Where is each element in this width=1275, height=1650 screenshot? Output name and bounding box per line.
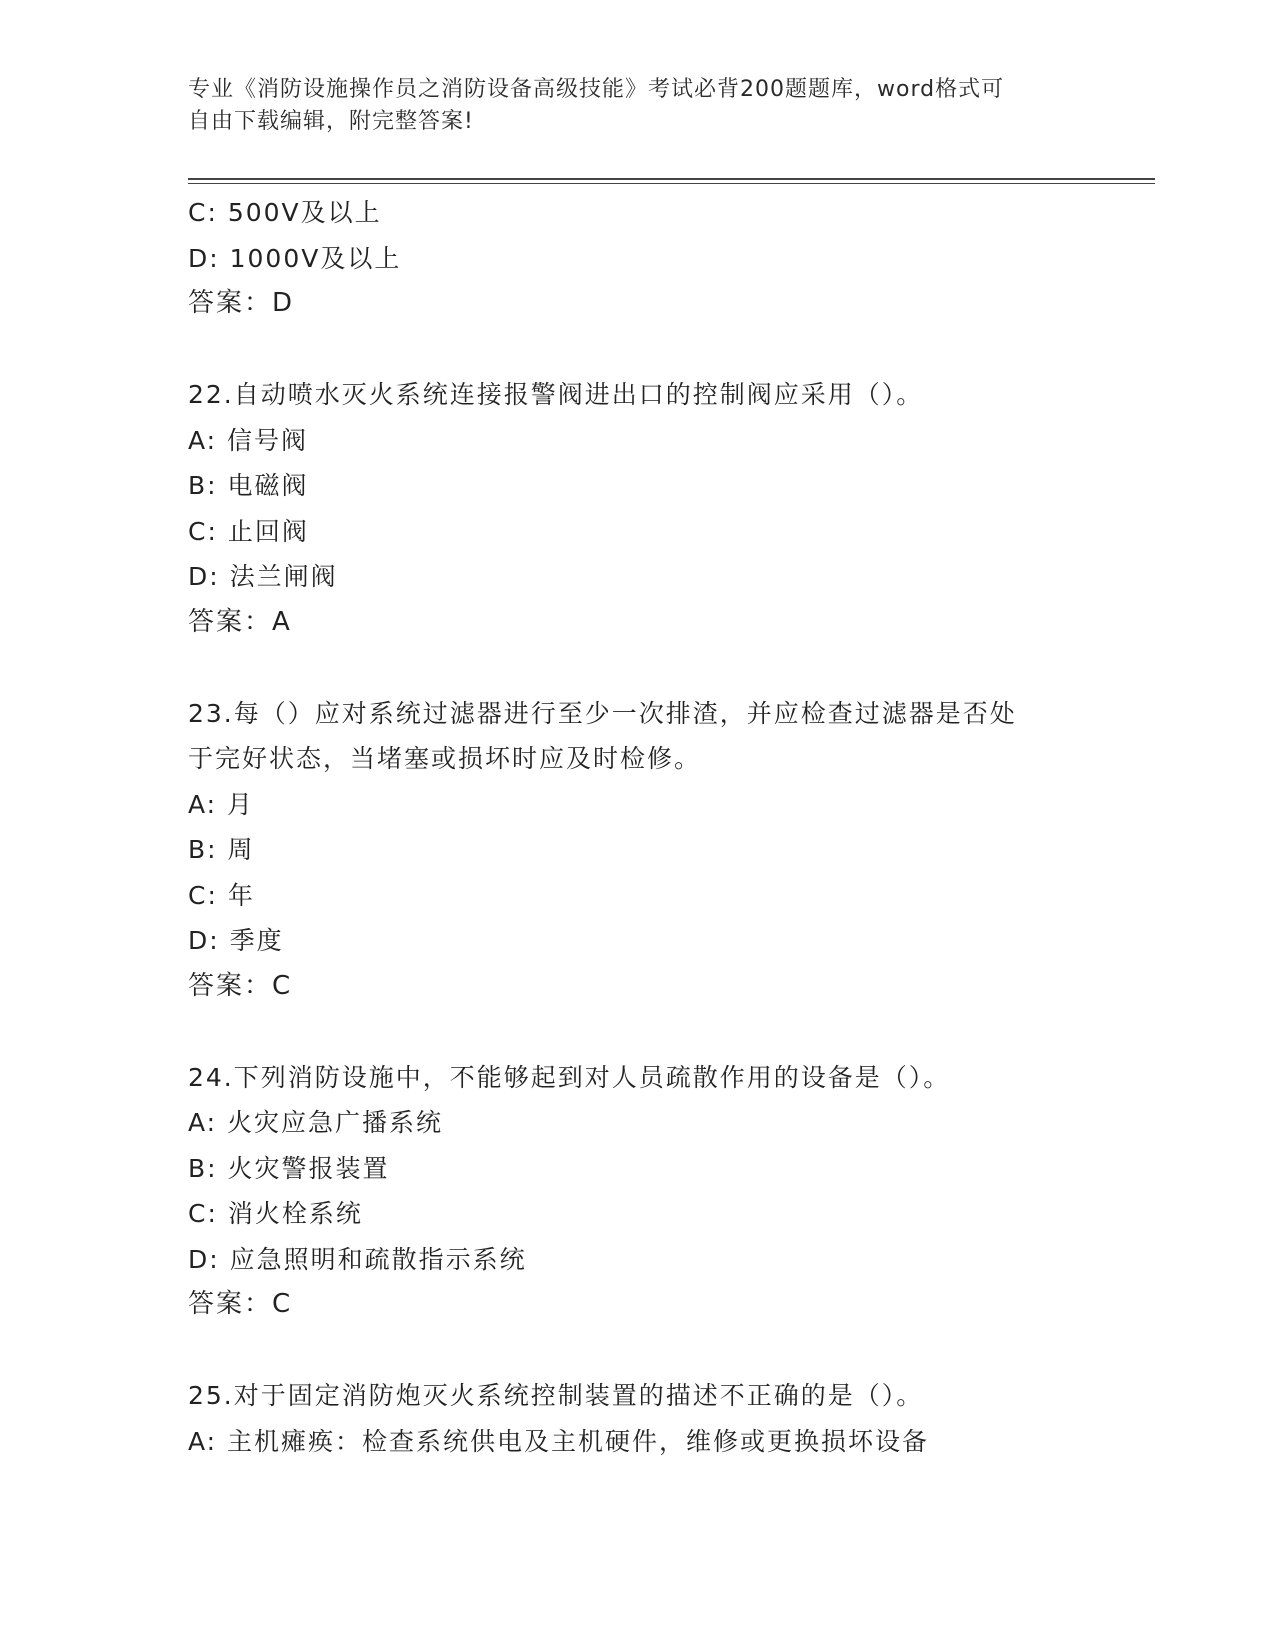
option-d: D: 1000V及以上	[188, 243, 402, 273]
question-23	[188, 691, 1108, 1010]
question-24	[188, 1055, 1108, 1328]
option-b: B: 火灾警报装置	[188, 1153, 390, 1183]
question-22	[188, 372, 1108, 645]
question-stem-line-1: 23.每（）应对系统过滤器进行至少一次排渣，并应检查过滤器是否处	[188, 698, 1017, 728]
header-line-2: 自由下载编辑，附完整答案!	[188, 109, 474, 134]
question-25	[188, 1373, 1108, 1464]
question-stem: 22.自动喷水灭火系统连接报警阀进出口的控制阀应采用（）。	[188, 380, 924, 409]
option-a: A: 火灾应急广播系统	[188, 1108, 444, 1137]
option-d: D: 应急照明和疏散指示系统	[188, 1244, 527, 1274]
option-d: D: 季度	[188, 926, 284, 955]
option-c: C: 500V及以上	[188, 198, 382, 227]
answer: 答案：A	[188, 606, 292, 637]
option-a: A: 月	[188, 789, 255, 819]
spacer	[188, 645, 1108, 691]
option-a: A: 信号阀	[188, 425, 309, 455]
option-b: B: 电磁阀	[188, 471, 309, 500]
option-a: A: 主机瘫痪：检查系统供电及主机硬件，维修或更换损坏设备	[188, 1426, 930, 1456]
answer: 答案：D	[188, 288, 295, 318]
option-c: C: 消火栓系统	[188, 1199, 363, 1228]
option-d: D: 法兰闸阀	[188, 562, 338, 591]
answer: 答案：C	[188, 1289, 293, 1319]
spacer	[188, 327, 1108, 373]
option-c: C: 年	[188, 880, 255, 910]
option-b: B: 周	[188, 835, 255, 864]
option-c: C: 止回阀	[188, 516, 309, 546]
question-21	[188, 190, 1108, 327]
document-header	[188, 74, 1088, 138]
question-stem: 25.对于固定消防炮灭火系统控制装置的描述不正确的是（）。	[188, 1381, 924, 1410]
question-stem: 24.下列消防设施中，不能够起到对人员疏散作用的设备是（）。	[188, 1062, 951, 1092]
spacer	[188, 1328, 1108, 1374]
header-line-1: 专业《消防设施操作员之消防设备高级技能》考试必背200题题库，word格式可	[188, 77, 1005, 102]
answer: 答案：C	[188, 970, 293, 1001]
spacer	[188, 1009, 1108, 1055]
question-list	[188, 190, 1108, 1464]
question-stem-line-2: 于完好状态，当堵塞或损坏时应及时检修。	[188, 744, 702, 773]
header-divider	[188, 178, 1155, 184]
